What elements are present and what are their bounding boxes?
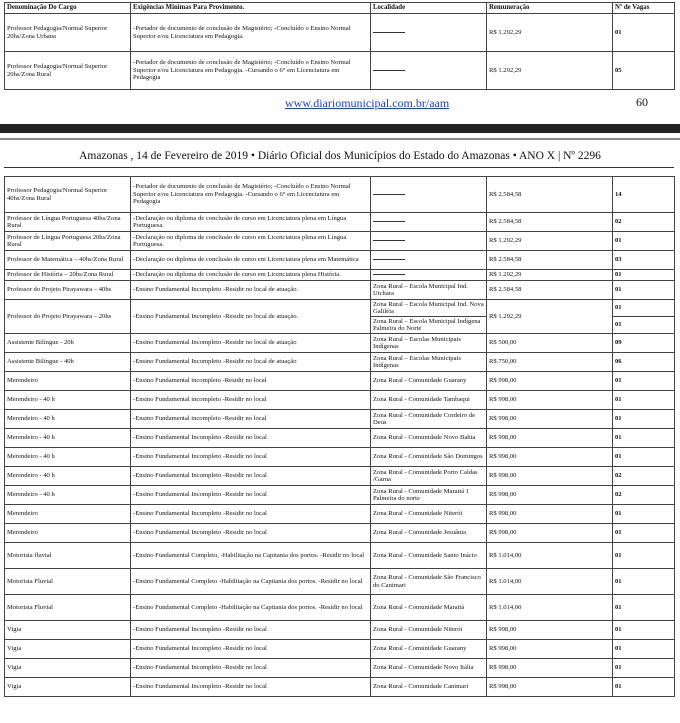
blank-line bbox=[373, 259, 405, 260]
cell-remuneracao: R$ 998,00 bbox=[487, 678, 613, 697]
cell-cargo: Motorista Fluvial bbox=[5, 569, 131, 595]
cell-exigencias: -Portador de documento de conclusão de Magistério; -Concluído o Ensino Normal Superior e/ou Licenciatura em Pedagogia. -Cursando o 6° em Licenciatura em Pedagogia bbox=[131, 52, 371, 90]
cell-localidade: Zona Rural – Escolas Municipais Indígenas bbox=[371, 334, 487, 353]
cell-vagas: 01 bbox=[613, 429, 675, 448]
cell-cargo: Vigia bbox=[5, 621, 131, 640]
cell-cargo: Professor do Projeto Pirayawara – 40hs bbox=[5, 281, 131, 300]
table-row bbox=[5, 372, 675, 391]
bottom-vacancy-table bbox=[4, 176, 675, 697]
header-exigencias: Exigências Mínimas Para Provimento. bbox=[131, 3, 371, 14]
table-row bbox=[5, 251, 675, 270]
cell-cargo: Professor Pedagogia/Normal Superior 20hs/Zona Urbana bbox=[5, 14, 131, 52]
cell-vagas: 05 bbox=[613, 52, 675, 90]
table-row bbox=[5, 467, 675, 486]
cell-exigencias: -Ensino Fundamental Completo -Habilitação na Capitania dos portos. -Residir no local bbox=[131, 595, 371, 621]
cell-exigencias: -Ensino Fundamental incompleto -Residir no local bbox=[131, 372, 371, 391]
cell-localidade: Zona Rural - Comunidade Niterói bbox=[371, 505, 487, 524]
table-row bbox=[5, 410, 675, 429]
cell-vagas: 01 bbox=[613, 678, 675, 697]
table-row bbox=[5, 486, 675, 505]
cell-cargo: Merendeiro - 40 h bbox=[5, 486, 131, 505]
cell-cargo: Professor do Projeto Pirayawara – 20hs bbox=[5, 300, 131, 334]
table-row bbox=[5, 678, 675, 697]
cell-remuneracao: R$ 2.584,58 bbox=[487, 213, 613, 232]
header-cargo: Denominação Do Cargo bbox=[5, 3, 131, 14]
cell-vagas: 01 bbox=[613, 505, 675, 524]
cell-remuneracao: R$ 998,00 bbox=[487, 524, 613, 543]
cell-remuneracao: R$ 998,00 bbox=[487, 467, 613, 486]
cell-localidade: Zona Rural - Comunidade Maraitá 1 Palmeira do norte bbox=[371, 486, 487, 505]
cell-vagas: 14 bbox=[613, 177, 675, 213]
footer-url-link[interactable]: www.diariomunicipal.com.br/aam bbox=[285, 96, 450, 110]
cell-cargo: Merendeiro bbox=[5, 505, 131, 524]
cell-remuneracao: R$ 1.292,29 bbox=[487, 300, 613, 334]
cell-cargo: Vigia bbox=[5, 659, 131, 678]
cell-remuneracao: R$ 998,00 bbox=[487, 391, 613, 410]
cell-remuneracao: R$ 2.584,58 bbox=[487, 177, 613, 213]
cell-remuneracao: R$ 998,00 bbox=[487, 640, 613, 659]
cell-exigencias: -Declaração ou diploma de conclusão de curso em Licenciatura plena História. bbox=[131, 270, 371, 281]
cell-localidade bbox=[371, 177, 487, 213]
cell-vagas: 01 bbox=[613, 270, 675, 281]
cell-vagas: 09 bbox=[613, 334, 675, 353]
cell-exigencias: -Ensino Fundamental Incompleto -Residir no local de atuação bbox=[131, 334, 371, 353]
cell-cargo: Motorista Fluvial bbox=[5, 595, 131, 621]
cell-vagas: 06 bbox=[613, 353, 675, 372]
table-row bbox=[5, 334, 675, 353]
cell-vagas: 01 bbox=[613, 391, 675, 410]
cell-vagas: 02 bbox=[613, 213, 675, 232]
table-header-row bbox=[5, 3, 675, 14]
cell-cargo: Merendeiro - 40 h bbox=[5, 391, 131, 410]
cell-vagas: 01 bbox=[613, 659, 675, 678]
header-localidade: Localidade bbox=[371, 3, 487, 14]
cell-remuneracao: R$ 998,00 bbox=[487, 429, 613, 448]
cell-localidade bbox=[371, 52, 487, 90]
cell-remuneracao: R$ 998,00 bbox=[487, 410, 613, 429]
cell-cargo: Assistente Bilíngue - 40h bbox=[5, 353, 131, 372]
cell-localidade: Zona Rural – Escola Municipal Indígena Palmeira do Norte bbox=[371, 317, 487, 334]
table-row bbox=[5, 524, 675, 543]
cell-cargo: Vigia bbox=[5, 640, 131, 659]
cell-localidade: Zona Rural - Comunidade Santo Inácio bbox=[371, 543, 487, 569]
cell-vagas: 01 bbox=[613, 595, 675, 621]
page-separator-line bbox=[0, 138, 680, 140]
cell-localidade bbox=[371, 213, 487, 232]
cell-vagas: 01 bbox=[613, 300, 675, 317]
cell-exigencias: -Ensino Fundamental incompleto -Residir no local bbox=[131, 410, 371, 429]
table-row bbox=[5, 659, 675, 678]
cell-exigencias: -Ensino Fundamental Incompleto -Residir no local bbox=[131, 524, 371, 543]
cell-remuneracao: R$ 1.292,29 bbox=[487, 14, 613, 52]
header-remuneracao: Remuneração bbox=[487, 3, 613, 14]
cell-cargo: Vigia bbox=[5, 678, 131, 697]
table-row bbox=[5, 429, 675, 448]
cell-remuneracao: R$ 1.014,00 bbox=[487, 569, 613, 595]
cell-cargo: Merendeiro - 40 h bbox=[5, 467, 131, 486]
cell-localidade: Zona Rural - Comunidade Jesuânia bbox=[371, 524, 487, 543]
cell-remuneracao: R$ 998,00 bbox=[487, 505, 613, 524]
cell-vagas: 01 bbox=[613, 621, 675, 640]
cell-remuneracao: R$ 1.292,29 bbox=[487, 270, 613, 281]
cell-remuneracao: R$ 1.292,29 bbox=[487, 52, 613, 90]
cell-cargo: Professor de Língua Portuguesa 40hs/Zona Rural bbox=[5, 213, 131, 232]
cell-exigencias: -Ensino Fundamental incompleto -Residir no local bbox=[131, 391, 371, 410]
cell-exigencias: -Ensino Fundamental Incompleto -Residir no local bbox=[131, 678, 371, 697]
blank-line bbox=[373, 70, 405, 71]
header-rule bbox=[4, 167, 674, 168]
cell-vagas: 02 bbox=[613, 467, 675, 486]
cell-exigencias: -Ensino Fundamental Incompleto -Residir no local bbox=[131, 640, 371, 659]
table-row bbox=[5, 448, 675, 467]
cell-localidade bbox=[371, 270, 487, 281]
table-row bbox=[5, 391, 675, 410]
table-row bbox=[5, 281, 675, 300]
page-header: Amazonas , 14 de Fevereiro de 2019 • Diário Oficial dos Municípios do Estado do Amazonas • ANO X | Nº 2296 bbox=[79, 150, 601, 162]
cell-localidade: Zona Rural - Comunidade Porto Caldas /Garna bbox=[371, 467, 487, 486]
cell-remuneracao: R$ 2.584,58 bbox=[487, 281, 613, 300]
top-vacancy-table bbox=[4, 2, 675, 90]
cell-exigencias: -Ensino Fundamental Incompleto -Residir no local bbox=[131, 486, 371, 505]
cell-remuneracao: R$ 998,00 bbox=[487, 621, 613, 640]
cell-exigencias: -Declaração ou diploma de conclusão de curso em Licenciatura plena em Língua Portuguesa. bbox=[131, 213, 371, 232]
cell-localidade: Zona Rural - Comunidade Niterói bbox=[371, 621, 487, 640]
cell-localidade bbox=[371, 251, 487, 270]
cell-exigencias: -Ensino Fundamental Incompleto -Residir no local de atuação. bbox=[131, 281, 371, 300]
cell-vagas: 01 bbox=[613, 14, 675, 52]
blank-line bbox=[373, 240, 405, 241]
cell-remuneracao: R$ 1.014,00 bbox=[487, 543, 613, 569]
cell-vagas: 01 bbox=[613, 281, 675, 300]
table-row bbox=[5, 213, 675, 232]
cell-remuneracao: R$ 2.584,58 bbox=[487, 251, 613, 270]
cell-cargo: Professor Pedagogia/Normal Superior 40hs/Zona Rural bbox=[5, 177, 131, 213]
cell-exigencias: -Portador de documento de conclusão de Magistério; -Concluído o Ensino Normal Superior e/ou Licenciatura em Pedagogia. bbox=[131, 14, 371, 52]
cell-vagas: 01 bbox=[613, 232, 675, 251]
cell-vagas: 01 bbox=[613, 640, 675, 659]
table-row bbox=[5, 14, 675, 52]
cell-localidade: Zona Rural - Comunidade Guarany bbox=[371, 640, 487, 659]
table-row bbox=[5, 232, 675, 251]
cell-remuneracao: R$ 750,00 bbox=[487, 353, 613, 372]
cell-exigencias: -Ensino Fundamental Incompleto -Residir no local bbox=[131, 505, 371, 524]
table-row bbox=[5, 270, 675, 281]
cell-remuneracao: R$ 998,00 bbox=[487, 448, 613, 467]
cell-vagas: 03 bbox=[613, 251, 675, 270]
cell-cargo: Professor de Língua Portuguesa 20hs/Zona Rural bbox=[5, 232, 131, 251]
cell-localidade: Zona Rural - Comunidade Canimari bbox=[371, 678, 487, 697]
cell-cargo: Motorista fluvial bbox=[5, 543, 131, 569]
cell-localidade: Zona Rural – Escola Municipal Ind. Nova Galiléia bbox=[371, 300, 487, 317]
cell-vagas: 01 bbox=[613, 410, 675, 429]
table-row bbox=[5, 353, 675, 372]
cell-cargo: Professor de História – 20hs/Zona Rural bbox=[5, 270, 131, 281]
cell-cargo: Merendeiro - 40 h bbox=[5, 448, 131, 467]
cell-exigencias: -Portador de documento de conclusão de Magistério; -Concluído o Ensino Normal Superior e/ou Licenciatura em Pedagogia. -Cursando o 6° em Licenciatura em Pedagogia bbox=[131, 177, 371, 213]
cell-remuneracao: R$ 998,00 bbox=[487, 486, 613, 505]
cell-vagas: 02 bbox=[613, 486, 675, 505]
cell-localidade: Zona Rural - Comunidade Novo Itália bbox=[371, 659, 487, 678]
table-row bbox=[5, 543, 675, 569]
cell-vagas: 01 bbox=[613, 372, 675, 391]
cell-exigencias: -Ensino Fundamental Incompleto -Residir no local bbox=[131, 448, 371, 467]
page-number: 60 bbox=[636, 95, 648, 109]
cell-localidade: Zona Rural - Comunidade Novo Bahia bbox=[371, 429, 487, 448]
cell-cargo: Professor de Matemática – 40hs/Zona Rural bbox=[5, 251, 131, 270]
cell-exigencias: -Ensino Fundamental Incompleto -Residir no local de atuação bbox=[131, 353, 371, 372]
cell-localidade: Zona Rural - Comunidade Maraitá bbox=[371, 595, 487, 621]
cell-cargo: Merendeiro - 40 h bbox=[5, 410, 131, 429]
blank-line bbox=[373, 221, 405, 222]
cell-exigencias: -Declaração ou diploma de conclusão de curso em Licenciatura plena em Língua Portuguesa. bbox=[131, 232, 371, 251]
cell-vagas: 01 bbox=[613, 569, 675, 595]
table-row bbox=[5, 569, 675, 595]
cell-exigencias: -Ensino Fundamental Completo, -Habilitação na Capitania dos portos. -Residir no local bbox=[131, 543, 371, 569]
cell-exigencias: -Ensino Fundamental Incompleto -Residir no local bbox=[131, 429, 371, 448]
cell-exigencias: -Ensino Fundamental Incompleto -Residir no local bbox=[131, 659, 371, 678]
cell-cargo: Merendeiro bbox=[5, 372, 131, 391]
cell-localidade bbox=[371, 232, 487, 251]
cell-vagas: 01 bbox=[613, 448, 675, 467]
cell-exigencias: -Ensino Fundamental Completo -Habilitação na Capitania dos portos. -Residir no local bbox=[131, 569, 371, 595]
cell-exigencias: -Ensino Fundamental Incompleto -Residir no local bbox=[131, 467, 371, 486]
cell-localidade: Zona Rural - Comunidade Guarany bbox=[371, 372, 487, 391]
cell-vagas: 01 bbox=[613, 524, 675, 543]
cell-localidade: Zona Rural - Comunidade Cordeiro de Deus bbox=[371, 410, 487, 429]
cell-localidade: Zona Rural – Escolas Municipais Indígenas bbox=[371, 353, 487, 372]
cell-remuneracao: R$ 1.292,29 bbox=[487, 232, 613, 251]
cell-cargo: Assistente Bilíngue - 20h bbox=[5, 334, 131, 353]
cell-exigencias: -Ensino Fundamental Incompleto -Residir no local de atuação. bbox=[131, 300, 371, 334]
page-separator-band bbox=[0, 124, 680, 133]
cell-remuneracao: R$ 1.014,00 bbox=[487, 595, 613, 621]
cell-cargo: Merendeiro bbox=[5, 524, 131, 543]
table-row bbox=[5, 640, 675, 659]
cell-vagas: 01 bbox=[613, 317, 675, 334]
blank-line bbox=[373, 274, 405, 275]
table-row bbox=[5, 621, 675, 640]
cell-vagas: 01 bbox=[613, 543, 675, 569]
table-row bbox=[5, 505, 675, 524]
blank-line bbox=[373, 32, 405, 33]
cell-cargo: Professor Pedagogia/Normal Superior 20hs/Zona Rural bbox=[5, 52, 131, 90]
cell-remuneracao: R$ 998,00 bbox=[487, 659, 613, 678]
table-row bbox=[5, 595, 675, 621]
table-row bbox=[5, 52, 675, 90]
cell-exigencias: -Ensino Fundamental Incompleto -Residir no local bbox=[131, 621, 371, 640]
cell-localidade: Zona Rural - Comunidade São Francisco do Canimari bbox=[371, 569, 487, 595]
cell-localidade: Zona Rural - Comunidade São Domingos bbox=[371, 448, 487, 467]
table-row bbox=[5, 300, 675, 317]
cell-localidade: Zona Rural - Comunidade Tambaqui bbox=[371, 391, 487, 410]
cell-cargo: Merendeiro - 40 h bbox=[5, 429, 131, 448]
cell-localidade bbox=[371, 14, 487, 52]
cell-exigencias: -Declaração ou diploma de conclusão de curso em Licenciatura plena em Matemática bbox=[131, 251, 371, 270]
header-vagas: Nº de Vagas bbox=[613, 3, 675, 14]
cell-remuneracao: R$ 998,00 bbox=[487, 372, 613, 391]
table-row bbox=[5, 177, 675, 213]
blank-line bbox=[373, 194, 405, 195]
cell-remuneracao: R$ 500,00 bbox=[487, 334, 613, 353]
cell-localidade: Zona Rural – Escola Municipal Ind. Utchara bbox=[371, 281, 487, 300]
